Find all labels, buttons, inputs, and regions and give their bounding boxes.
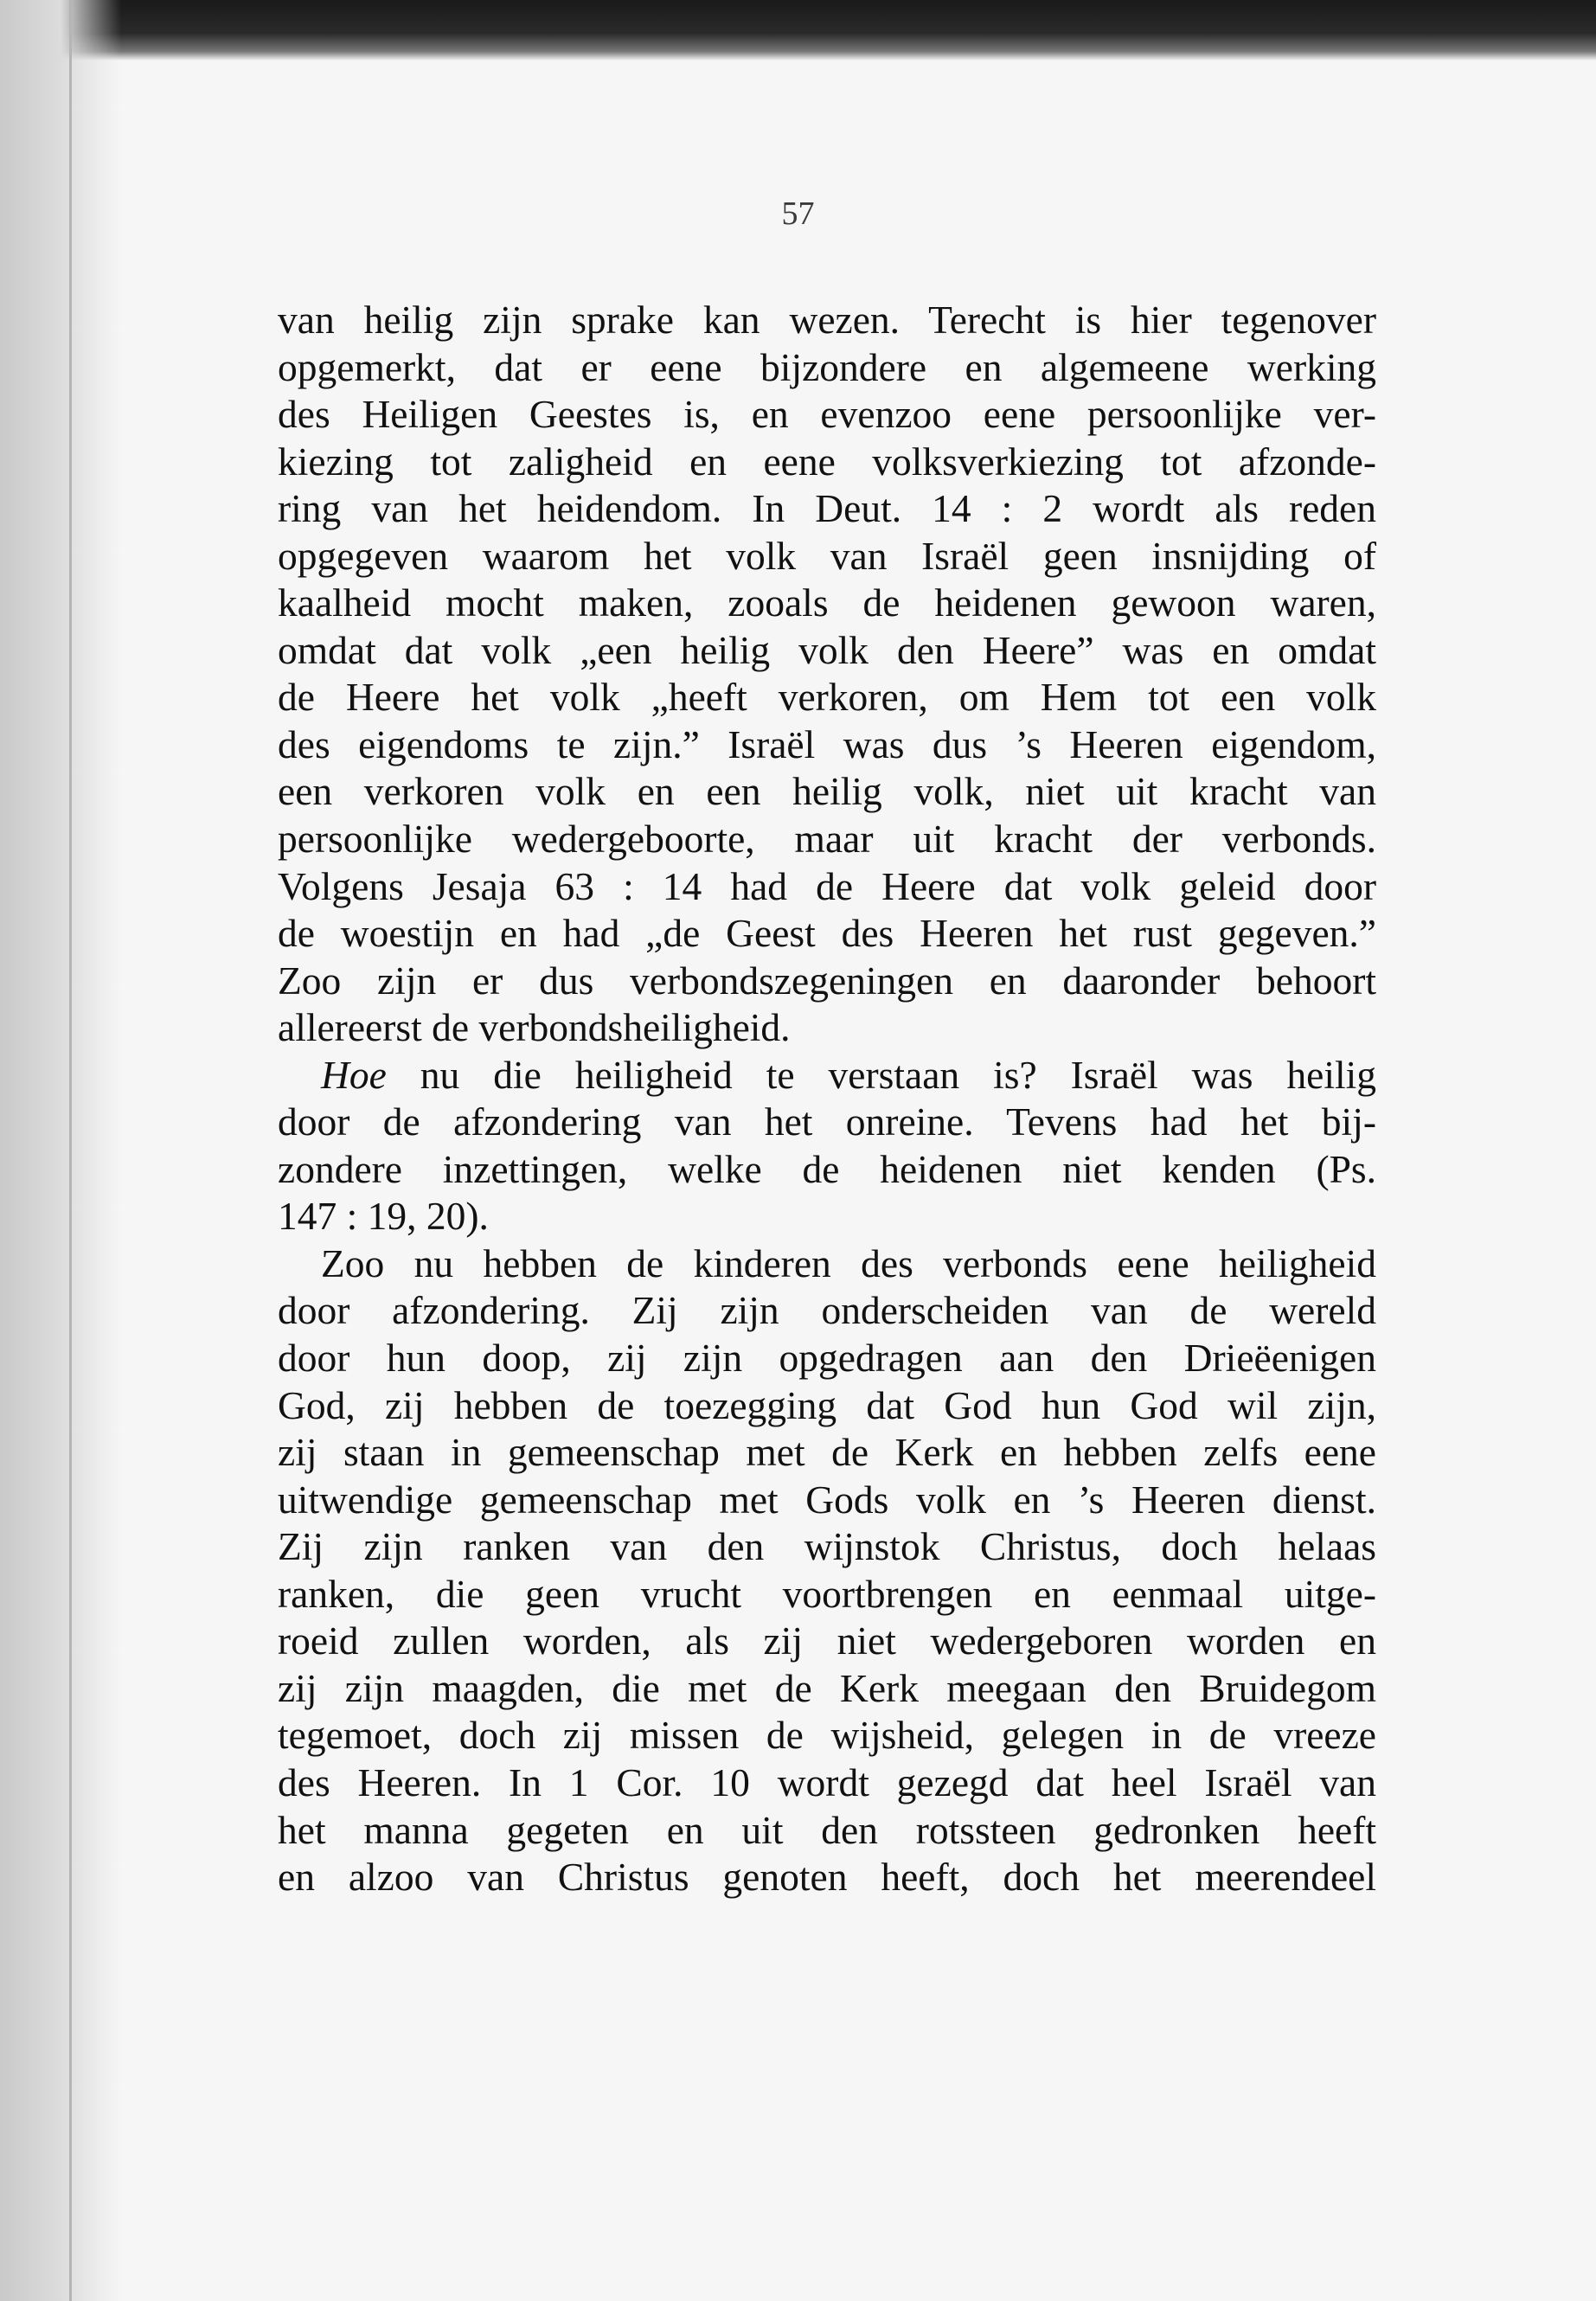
paragraph-2 — [278, 1052, 1376, 1240]
text-line: roeid zullen worden, als zij niet wedergeboren worden en — [278, 1618, 1376, 1663]
paragraph-3 — [278, 1240, 1376, 1901]
text-line: kiezing tot zaligheid en eene volksverkiezing tot afzonde- — [278, 439, 1376, 484]
text-line: persoonlijke wedergeboorte, maar uit kracht der verbonds. — [278, 817, 1376, 862]
text-line: de woestijn en had „de Geest des Heeren het rust gegeven.” — [278, 911, 1376, 956]
text-line: Zij zijn ranken van den wijnstok Christus, doch helaas — [278, 1524, 1376, 1569]
text-line: allereerst de verbondsheiligheid. — [278, 1005, 791, 1050]
text-line: kaalheid mocht maken, zooals de heidenen gewoon waren, — [278, 580, 1376, 625]
text-line: van heilig zijn sprake kan wezen. Terecht is hier tegenover — [278, 298, 1376, 342]
text-line: uitwendige gemeenschap met Gods volk en ’s Heeren dienst. — [278, 1477, 1376, 1522]
text-line: des Heeren. In 1 Cor. 10 wordt gezegd dat heel Israël van — [278, 1759, 1376, 1804]
text-line: een verkoren volk en een heilig volk, niet uit kracht van — [278, 769, 1376, 814]
text-line — [278, 1052, 1376, 1099]
paragraph-1 — [278, 297, 1376, 1052]
text-line: opgemerkt, dat er eene bijzondere en algemeene werking — [278, 344, 1376, 389]
text-line: door hun doop, zij zijn opgedragen aan den Drieëenigen — [278, 1336, 1376, 1381]
text-line: 147 : 19, 20). — [278, 1194, 489, 1239]
scan-left-edge-line — [69, 0, 72, 2301]
body-text — [278, 297, 1376, 1901]
text-line: tegemoet, doch zij missen de wijsheid, gelegen in de vreeze — [278, 1713, 1376, 1758]
text-line: ranken, die geen vrucht voortbrengen en eenmaal uitge- — [278, 1571, 1376, 1616]
text-line: door afzondering. Zij zijn onderscheiden van de wereld — [278, 1288, 1376, 1333]
text-line: God, zij hebben de toezegging dat God hun God wil zijn, — [278, 1382, 1376, 1427]
text-line: opgegeven waarom het volk van Israël geen insnijding of — [278, 533, 1376, 578]
text-line: zij staan in gemeenschap met de Kerk en hebben zelfs eene — [278, 1430, 1376, 1475]
text-line: Zoo zijn er dus verbondszegeningen en daaronder behoort — [278, 958, 1376, 1003]
text-line: Volgens Jesaja 63 : 14 had de Heere dat volk geleid door — [278, 863, 1376, 908]
text-segment: nu die heiligheid te verstaan is? Israël was heilig — [386, 1052, 1376, 1097]
text-line: het manna gegeten en uit den rotssteen gedronken heeft — [278, 1807, 1376, 1852]
text-line: des Heiligen Geestes is, en evenzoo eene persoonlijke ver- — [278, 392, 1376, 437]
text-line: zij zijn maagden, die met de Kerk meegaan den Bruidegom — [278, 1665, 1376, 1710]
text-line: omdat dat volk „een heilig volk den Heere” was en omdat — [278, 627, 1376, 672]
text-line: ring van het heidendom. In Deut. 14 : 2 wordt als reden — [278, 486, 1376, 531]
scan-top-dark-edge — [0, 0, 1596, 61]
page-number: 57 — [781, 195, 815, 232]
scan-binding-shadow — [0, 0, 121, 2301]
text-line: door de afzondering van het onreine. Tevens had het bij- — [278, 1099, 1376, 1144]
text-line: en alzoo van Christus genoten heeft, doch het meerendeel — [278, 1855, 1376, 1900]
text-line: des eigendoms te zijn.” Israël was dus ’s Heeren eigendom, — [278, 721, 1376, 766]
text-line: Zoo nu hebben de kinderen des verbonds eene heiligheid — [321, 1240, 1376, 1285]
text-line: zondere inzettingen, welke de heidenen niet kenden (Ps. — [278, 1146, 1376, 1191]
italic-emphasis: Hoe — [321, 1052, 387, 1097]
text-line: de Heere het volk „heeft verkoren, om Hem tot een volk — [278, 675, 1376, 720]
